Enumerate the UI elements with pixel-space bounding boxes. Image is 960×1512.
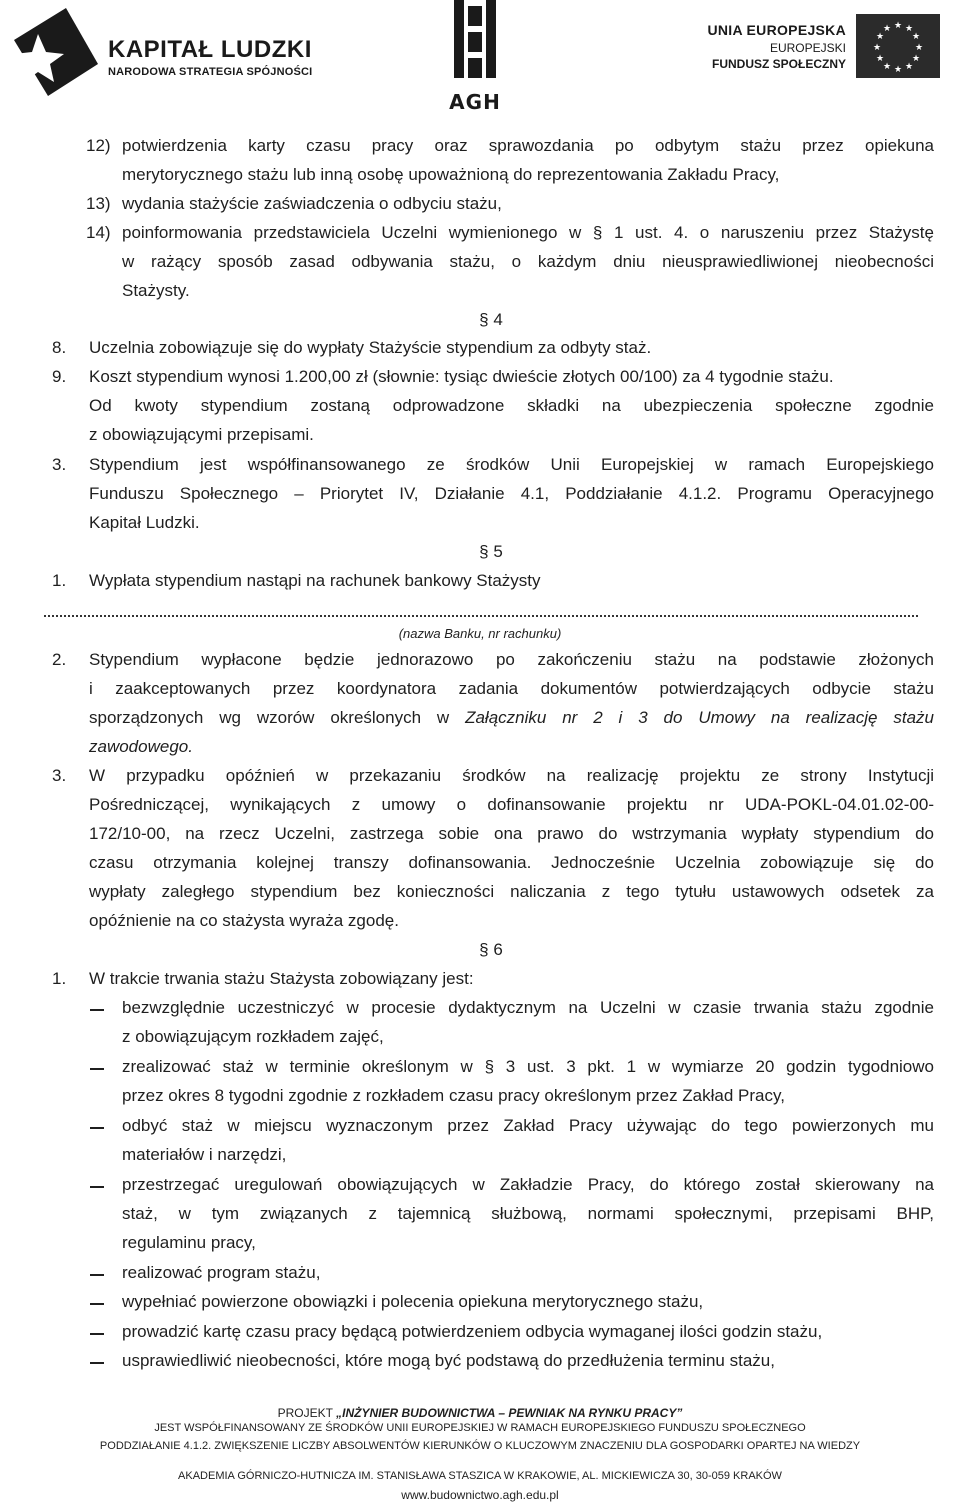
bullet-dash — [90, 1362, 104, 1364]
svg-text:★: ★ — [893, 65, 903, 75]
paragraph-2-attachment-ref: Załączniku nr 2 i 3 do Umowy na realizację stażu — [465, 708, 934, 727]
svg-text:★: ★ — [875, 54, 885, 64]
bullet-dash — [90, 1186, 104, 1188]
footer-website-link[interactable]: www.budownictwo.agh.edu.pl — [401, 1488, 559, 1502]
kapital-ludzki-subtitle: NARODOWA STRATEGIA SPÓJNOŚCI — [108, 66, 313, 78]
footer-project-name: „INŻYNIER BUDOWNICTWA – PEWNIAK NA RYNKU PRACY” — [336, 1406, 683, 1420]
paragraph-3b-line-4: czasu otrzymania kolejnej transzy dofinansowania. Jednocześnie Uczelnia zobowiązuje się do — [89, 853, 934, 872]
svg-text:★: ★ — [904, 62, 914, 72]
section-heading-5: § 5 — [479, 542, 503, 561]
paragraph-9-line-1: Koszt stypendium wynosi 1.200,00 zł (słownie: tysiąc dwieście złotych 00/100) za 4 tygodnie stażu. — [89, 367, 834, 386]
paragraph-3b-line-1: W przypadku opóźnień w przekazaniu środków na realizację projektu ze strony Instytucji — [89, 766, 934, 785]
item-14-line-3: Stażysty. — [122, 281, 190, 300]
section-heading-4: § 4 — [479, 310, 503, 329]
footer-funding-line: JEST WSPÓŁFINANSOWANY ZE ŚRODKÓW UNII EUROPEJSKIEJ W RAMACH EUROPEJSKIEGO FUNDUSZU SPOŁECZNEGO — [154, 1422, 806, 1434]
bullet-3-line-2: materiałów i narzędzi, — [122, 1145, 287, 1164]
bullet-dash — [90, 1303, 104, 1305]
bullet-1-line-2: z obowiązującym rozkładem zajęć, — [122, 1027, 384, 1046]
eu-logo-line3: FUNDUSZ SPOŁECZNY — [711, 57, 846, 71]
bank-account-caption: (nazwa Banku, nr rachunku) — [398, 626, 562, 641]
paragraph-6-1-text: W trakcie trwania stażu Stażysta zobowiązany jest: — [89, 969, 474, 988]
item-number: 13) — [86, 194, 111, 213]
bullet-dash — [90, 1068, 104, 1070]
section-heading-6: § 6 — [479, 940, 503, 959]
eu-logo-line2: EUROPEJSKI — [769, 41, 846, 55]
paragraph-3-line-3: Kapitał Ludzki. — [89, 513, 200, 532]
paragraph-3b-line-3: 172/10-00, na rzecz Uczelni, zastrzega sobie ona prawo do wstrzymania wypłaty stypendium do — [89, 824, 934, 843]
agh-logo — [440, 0, 510, 116]
bullet-dash — [90, 1274, 104, 1276]
bullet-4-line-1: przestrzegać uregulowań obowiązujących w Zakładzie Pracy, do którego został skierowany na — [122, 1175, 934, 1194]
svg-text:★: ★ — [882, 24, 892, 34]
paragraph-number: 1. — [52, 571, 67, 590]
footer-project-prefix: PROJEKT — [277, 1406, 337, 1420]
paragraph-3b-line-5: wypłaty zaległego stypendium bez konieczności naliczania z tego tytułu ustawowych odsetek za — [89, 882, 934, 901]
paragraph-number: 1. — [52, 969, 67, 988]
paragraph-number: 9. — [52, 367, 67, 386]
bank-account-fill-line[interactable] — [44, 615, 918, 617]
bullet-3-line-1: odbyć staż w miejscu wyznaczonym przez Zakład Pracy używając do tego powierzonych mu — [122, 1116, 934, 1135]
kapital-ludzki-star-icon — [8, 4, 104, 100]
bullet-7-text: prowadzić kartę czasu pracy będącą potwierdzeniem odbycia wymaganej ilości godzin stażu, — [122, 1322, 823, 1341]
svg-text:★: ★ — [893, 21, 903, 31]
item-12-line-1: potwierdzenia karty czasu pracy oraz sprawozdania po odbytym stażu przez opiekuna — [122, 136, 934, 155]
agh-emblem-icon — [440, 0, 510, 88]
svg-text:★: ★ — [882, 62, 892, 72]
paragraph-3b-line-2: Pośredniczącej, wynikających z umowy o dofinansowanie projektu nr UDA-POKL-04.01.02-00- — [89, 795, 934, 814]
svg-text:★: ★ — [872, 43, 882, 53]
paragraph-2-line-1: Stypendium wypłacone będzie jednorazowo po zakończeniu stażu na podstawie złożonych — [89, 650, 934, 669]
eu-logo — [696, 14, 946, 84]
item-14-line-2: w rażący sposób zasad odbywania stażu, o każdym dniu nieusprawiedliwionej nieobecności — [122, 252, 934, 271]
paragraph-3-line-1: Stypendium jest współfinansowanego ze środków Unii Europejskiej w ramach Europejskiego — [89, 455, 934, 474]
paragraph-number: 2. — [52, 650, 67, 669]
agh-wordmark: AGH — [449, 90, 501, 114]
bullet-4-line-3: regulaminu pracy, — [122, 1233, 256, 1252]
eu-logo-title: UNIA EUROPEJSKA — [707, 22, 846, 38]
bullet-dash — [90, 1333, 104, 1335]
item-number: 12) — [86, 136, 111, 155]
item-12-line-2: merytorycznego stażu lub inną osobę upoważnioną do reprezentowania Zakładu Pracy, — [122, 165, 780, 184]
paragraph-2-line-3 — [89, 708, 934, 728]
svg-text:★: ★ — [875, 32, 885, 42]
footer-subaction-line: PODDZIAŁANIE 4.1.2. ZWIĘKSZENIE LICZBY ABSOLWENTÓW KIERUNKÓW O KLUCZOWYM ZNACZENIU DLA GOSPODARKI OPARTEJ NA WIEDZY — [99, 1440, 861, 1452]
bullet-6-text: wypełniać powierzone obowiązki i polecenia opiekuna merytorycznego stażu, — [122, 1292, 704, 1311]
paragraph-8-text: Uczelnia zobowiązuje się do wypłaty Stażyście stypendium za odbyty staż. — [89, 338, 652, 357]
eu-flag-icon — [856, 14, 940, 78]
bullet-2-line-2: przez okres 8 tygodni zgodnie z rozkładem czasu pracy określonym przez Zakład Pracy, — [122, 1086, 785, 1105]
paragraph-9-line-3: z obowiązującymi przepisami. — [89, 425, 314, 444]
svg-text:★: ★ — [914, 43, 924, 53]
bullet-dash — [90, 1009, 104, 1011]
kapital-ludzki-title: KAPITAŁ LUDZKI — [108, 36, 312, 63]
bullet-1-line-1: bezwzględnie uczestniczyć w procesie dydaktycznym na Uczelni w czasie trwania stażu zgodnie — [122, 998, 934, 1017]
paragraph-1-text: Wypłata stypendium nastąpi na rachunek bankowy Stażysty — [89, 571, 541, 590]
kapital-ludzki-logo — [8, 0, 338, 100]
paragraph-9-line-2: Od kwoty stypendium zostaną odprowadzone składki na ubezpieczenia społeczne zgodnie — [89, 396, 934, 415]
footer-address-line: AKADEMIA GÓRNICZO-HUTNICZA IM. STANISŁAWA STASZICA W KRAKOWIE, AL. MICKIEWICZA 30, 30-059 KRAKÓW — [178, 1470, 782, 1482]
item-14-line-1: poinformowania przedstawiciela Uczelni wymienionego w § 1 ust. 4. o naruszeniu przez Stażystę — [122, 223, 934, 242]
footer-project-line — [0, 1406, 960, 1420]
svg-text:★: ★ — [904, 24, 914, 34]
paragraph-3-line-2: Funduszu Społecznego – Priorytet IV, Działanie 4.1, Poddziałanie 4.1.2. Programu Operacyjnego — [89, 484, 934, 503]
bullet-dash — [90, 1127, 104, 1129]
bullet-8-text: usprawiedliwić nieobecności, które mogą być podstawą do przedłużenia terminu stażu, — [122, 1351, 775, 1370]
item-13-text: wydania stażyście zaświadczenia o odbyciu stażu, — [122, 194, 502, 213]
item-number: 14) — [86, 223, 111, 242]
svg-text:★: ★ — [911, 32, 921, 42]
paragraph-3b-line-6: opóźnienie na co stażysta wyraża zgodę. — [89, 911, 399, 930]
bullet-2-line-1: zrealizować staż w terminie określonym w § 3 ust. 3 pkt. 1 w wymiarze 20 godzin tygodniowo — [122, 1057, 934, 1076]
bullet-5-text: realizować program stażu, — [122, 1263, 321, 1282]
page-header — [0, 0, 960, 120]
paragraph-number: 3. — [52, 455, 67, 474]
paragraph-number: 3. — [52, 766, 67, 785]
bullet-4-line-2: staż, w tym związanych z tajemnicą służbową, normami społecznymi, przepisami BHP, — [122, 1204, 934, 1223]
paragraph-2-line-3-plain: sporządzonych wg wzorów określonych w — [89, 708, 466, 727]
paragraph-2-line-4: zawodowego. — [89, 737, 193, 756]
svg-text:★: ★ — [911, 54, 921, 64]
paragraph-2-line-2: i zaakceptowanych przez koordynatora zadania dokumentów potwierdzających odbycie stażu — [89, 679, 934, 698]
paragraph-number: 8. — [52, 338, 67, 357]
